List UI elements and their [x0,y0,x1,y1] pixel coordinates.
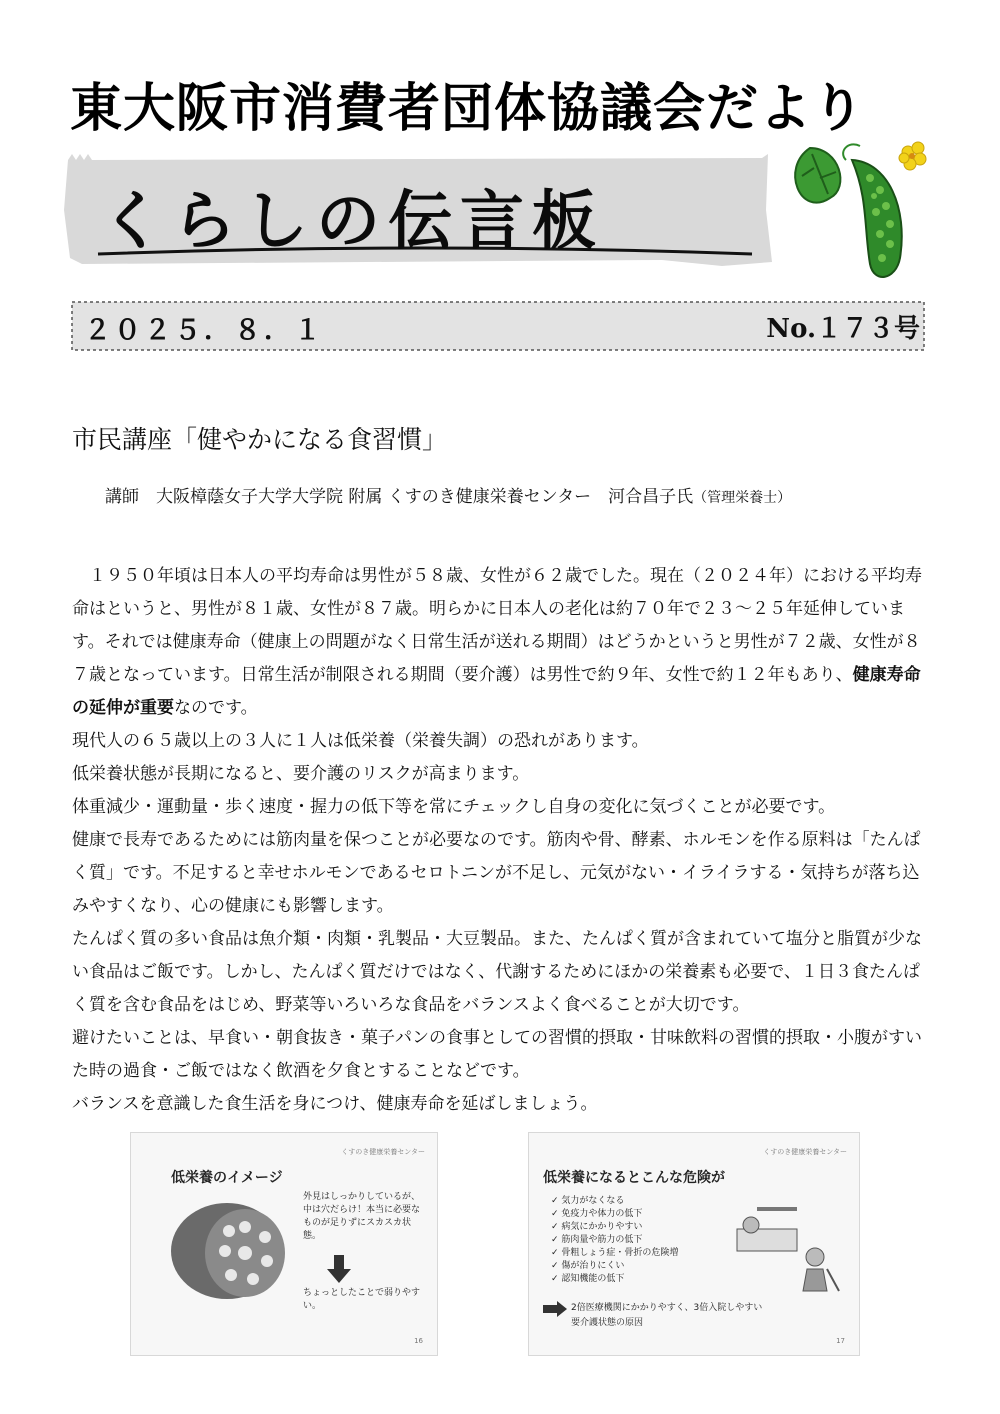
risk-item: ✓ 傷が治りにくい [551,1261,625,1271]
newsletter-title: 東大阪市消費者団体協議会だより [70,79,866,139]
slide-logo: くすのき健康栄養センター [763,1148,847,1156]
lecturer-line [105,482,791,507]
bitter-melon-illustration [790,138,950,292]
paragraph-4: 体重減少・運動量・歩く速度・握力の低下等を常にチェックし自身の変化に気づくことが必要です。 [72,797,836,817]
paragraph-3: 低栄養状態が長期になると、要介護のリスクが高まります。 [72,764,530,784]
slide-page-number: 16 [414,1337,423,1345]
arrow-right-icon [543,1301,567,1317]
slide-title: 低栄養になるとこんな危険が [543,1170,725,1186]
paragraph-5: 健康で長寿であるためには筋肉量を保つことが必要なのです。筋肉や骨、酵素、ホルモンを作る原料は「たんぱく質」です。不足すると幸せホルモンであるセロトニンが不足し、元気がない・イライラする・気持ちが落ち込みやすくなり、心の健康にも影響します。 [72,830,921,916]
emphasis-text: 健康寿命の延伸が重要 [72,665,921,718]
risk-item: ✓ 認知機能の低下 [551,1274,625,1284]
slide-note-weak: ちょっとしたことで弱りやすい。 [303,1288,421,1311]
issue-date: ２０２５．８．１ [84,315,324,346]
risk-item: ✓ 筋肉量や筋力の低下 [551,1235,643,1245]
article-body [72,560,932,1121]
paragraph-6: たんぱく質の多い食品は魚介類・肉類・乳製品・大豆製品。また、たんぱく質が含まれていて塩分と脂質が少ない食品はご飯です。しかし、たんぱく質だけではなく、代謝するためにほかの栄養素も必要で、１日３食たんぱく質を含む食品をはじめ、野菜等いろいろな食品をバランスよく食べることが大切です。 [72,929,922,1015]
paragraph-2: 現代人の６５歳以上の３人に１人は低栄養（栄養失調）の恐れがあります。 [72,731,649,751]
slide-malnutrition-image [130,1132,438,1356]
issue-number: No.１７３号 [766,314,920,344]
lecturer-name: 講師 大阪樟蔭女子大学大学院 附属 くすのき健康栄養センター 河合昌子氏 [105,487,694,507]
paragraph-7: 避けたいことは、早食い・朝食抜き・菓子パンの食事としての習慣的摂取・甘味飲料の習慣的摂取・小腹がすいた時の過食・ご飯ではなく飲酒を夕食とすることなどです。 [72,1028,922,1081]
slide-logo: くすのき健康栄養センター [341,1148,425,1156]
lotus-root-icon [167,1195,297,1305]
paragraph-8: バランスを意識した食生活を身につけ、健康寿命を延ばしましょう。 [72,1094,598,1114]
banner-title: くらしの伝言板 [100,185,604,259]
risk-summary: 2倍医療機関にかかりやすく、3倍入院しやすい 要介護状態の原因 [571,1303,763,1328]
risk-item: ✓ 気力がなくなる [551,1196,625,1206]
slide-malnutrition-risks [528,1132,860,1356]
paragraph-1: １９５０年頃は日本人の平均寿命は男性が５８歳、女性が６２歳でした。現在（２０２４年）における平均寿命はというと、男性が８１歳、女性が８７歳。明らかに日本人の老化は約７０年で２３～２５年延伸しています。それでは健康寿命（健康上の問題がなく日常生活が送れる期間）はどうかというと男性が７２歳、女性が８７歳となっています。日常生活が制限される期間（要介護）は男性で約９年、女性で約１２年もあり、健康寿命の延伸が重要なのです。 [72,566,922,718]
slide-note-main: 外見はしっかりしているが、中は穴だらけ！本当に必要なものが足りずにスカスカ状態。 [303,1192,421,1241]
section-title: 市民講座「健やかになる食習慣」 [72,425,448,454]
risk-item: ✓ 病気にかかりやすい [551,1222,643,1232]
slide-page-number: 17 [836,1337,845,1345]
arrow-down-icon [327,1255,351,1283]
risk-list [551,1195,678,1286]
banner [62,150,774,268]
date-issue-bar [70,300,926,352]
risk-item: ✓ 骨粗しょう症・骨折の危険増 [551,1248,679,1258]
risk-item: ✓ 免疫力や体力の低下 [551,1209,643,1219]
lecturer-qualification: （管理栄養士） [693,490,792,506]
slide-title: 低栄養のイメージ [171,1170,283,1186]
sick-people-illustration [727,1199,847,1295]
